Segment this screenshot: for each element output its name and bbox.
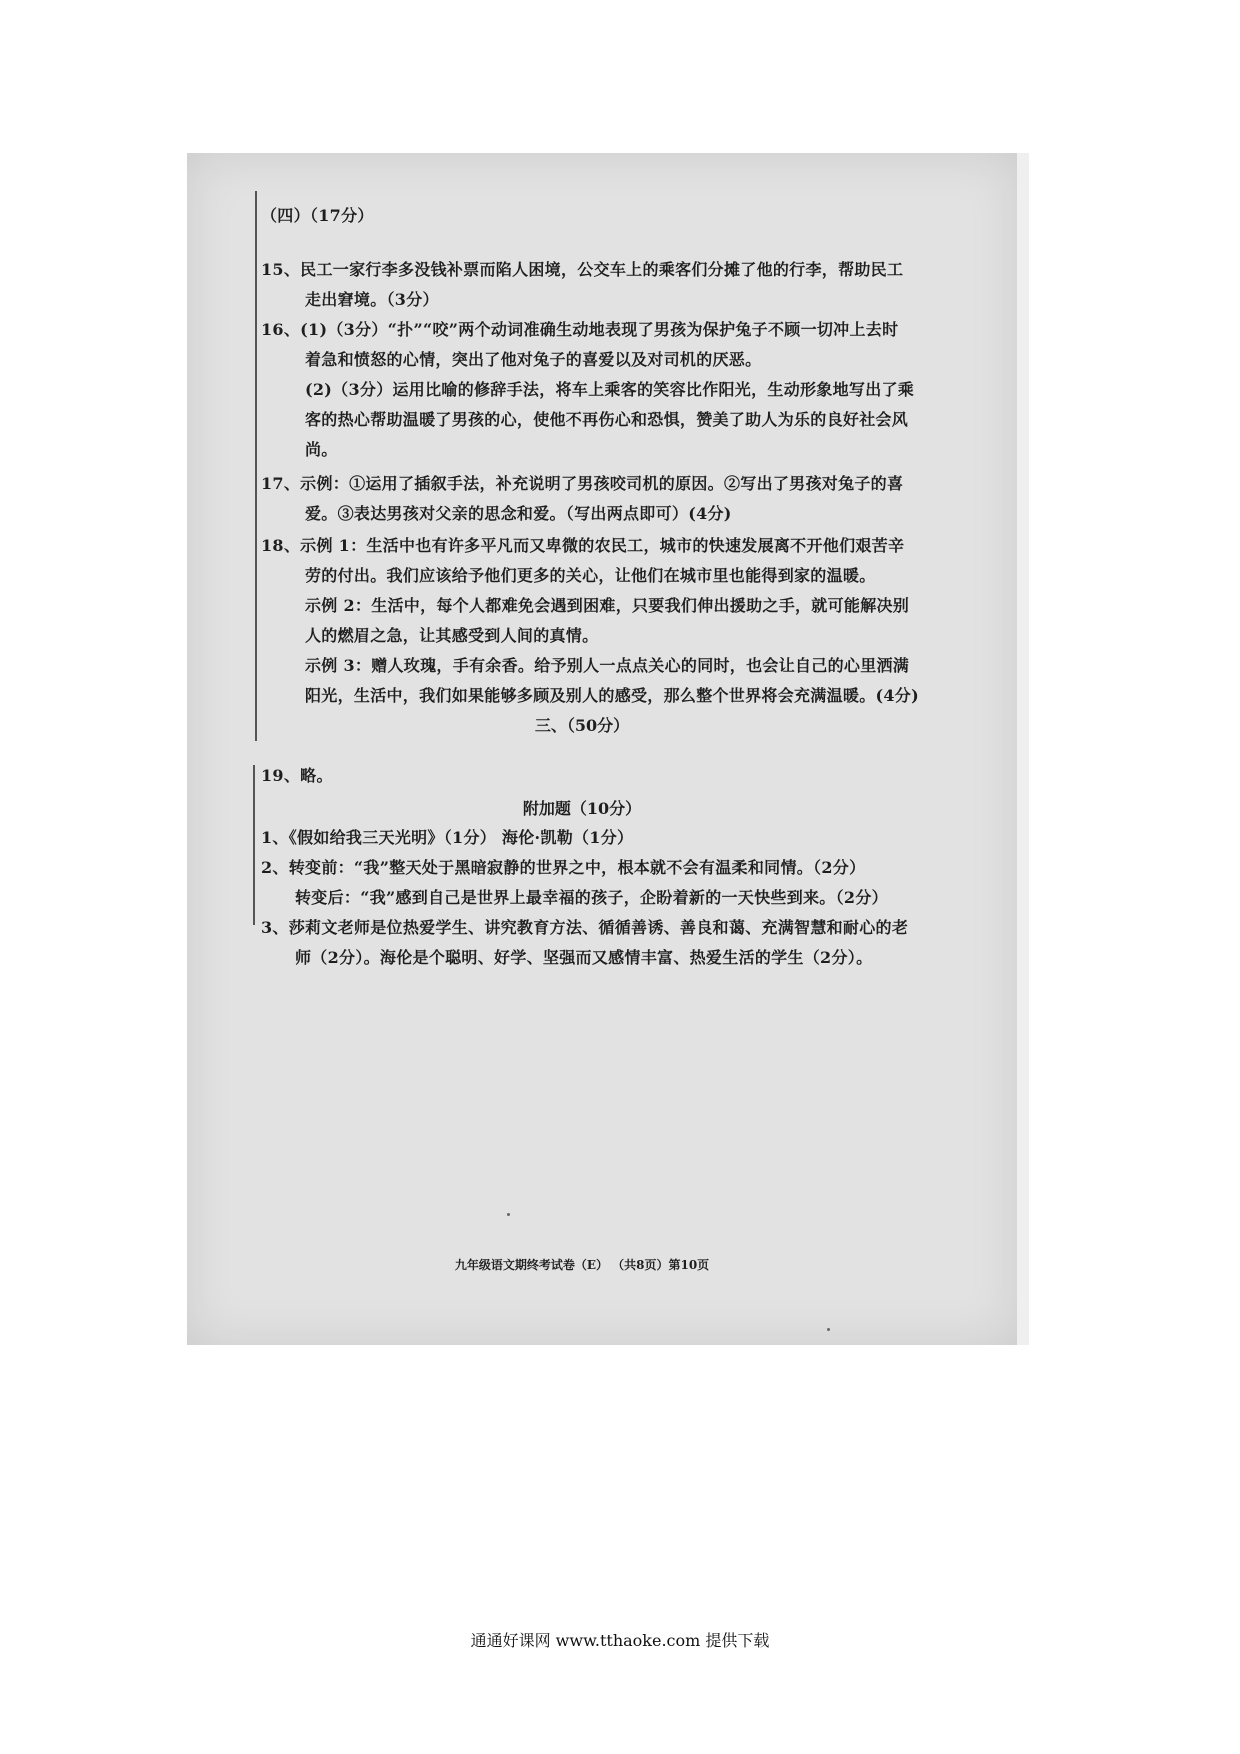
answer-17-line-2: 爱。③表达男孩对父亲的思念和爱。（写出两点即可）(4分) [305, 504, 732, 523]
scan-speck [507, 1213, 510, 1216]
answer-18-line-1: 18、示例 1：生活中也有许多平凡而又卑微的农民工，城市的快速发展离不开他们艰苦辛 [261, 536, 905, 555]
bonus-answer-2-after: 转变后：“我”感到自己是世界上最幸福的孩子，企盼着新的一天快些到来。（2分） [295, 888, 888, 907]
answer-16-line-3: (2)（3分）运用比喻的修辞手法，将车上乘客的笑容比作阳光，生动形象地写出了乘 [305, 380, 915, 399]
bonus-answer-1: 1、《假如给我三天光明》（1分） 海伦·凯勒（1分） [261, 828, 634, 847]
scanned-answer-sheet [187, 153, 1017, 1345]
section4-heading: （四）（17分） [261, 206, 374, 225]
scan-edge [1017, 153, 1029, 1345]
answer-17-line-1: 17、示例：①运用了插叙手法，补充说明了男孩咬司机的原因。②写出了男孩对兔子的喜 [261, 474, 904, 493]
bonus-answer-2-before: 2、转变前：“我”整天处于黑暗寂静的世界之中，根本就不会有温柔和同情。（2分） [261, 858, 866, 877]
scan-page-footer: 九年级语文期终考试卷（E） （共8页）第10页 [454, 1258, 710, 1272]
answer-16-line-4: 客的热心帮助温暖了男孩的心，使他不再伤心和恐惧，赞美了助人为乐的良好社会风 [305, 410, 909, 429]
download-footer: 通通好课网 www.tthaoke.com 提供下载 [470, 1631, 770, 1650]
answer-16-line-1: 16、(1)（3分）“扑”“咬”两个动词准确生动地表现了男孩为保护兔子不顾一切冲上去时 [261, 320, 899, 339]
margin-rule-lower [253, 765, 255, 925]
answer-18-line-4: 人的燃眉之急，让其感受到人间的真情。 [305, 626, 599, 645]
bonus-heading: 附加题（10分） [522, 799, 642, 818]
answer-18-line-6: 阳光，生活中，我们如果能够多顾及别人的感受，那么整个世界将会充满温暖。(4分) [305, 686, 919, 705]
bonus-answer-3-line-2: 师（2分）。海伦是个聪明、好学、坚强而又感情丰富、热爱生活的学生（2分）。 [295, 948, 873, 967]
answer-16-line-5: 尚。 [305, 440, 338, 459]
answer-19: 19、略。 [261, 766, 333, 785]
answer-18-line-3: 示例 2：生活中，每个人都难免会遇到困难，只要我们伸出援助之手，就可能解决别 [305, 596, 910, 615]
answer-18-line-2: 劳的付出。我们应该给予他们更多的关心，让他们在城市里也能得到家的温暖。 [305, 566, 876, 585]
answer-16-line-2: 着急和愤怒的心情，突出了他对兔子的喜爱以及对司机的厌恶。 [305, 350, 762, 369]
scan-speck [827, 1328, 830, 1331]
bonus-answer-3-line-1: 3、莎莉文老师是位热爱学生、讲究教育方法、循循善诱、善良和蔼、充满智慧和耐心的老 [261, 918, 909, 937]
answer-15-line-1: 15、民工一家行李多没钱补票而陷人困境，公交车上的乘客们分摊了他的行李，帮助民工 [261, 260, 904, 279]
margin-rule [255, 191, 257, 741]
answer-18-line-5: 示例 3：赠人玫瑰，手有余香。给予别人一点点关心的同时，也会让自己的心里洒满 [305, 656, 910, 675]
section3-heading: 三、（50分） [534, 716, 630, 735]
answer-15-line-2: 走出窘境。（3分） [305, 290, 439, 309]
